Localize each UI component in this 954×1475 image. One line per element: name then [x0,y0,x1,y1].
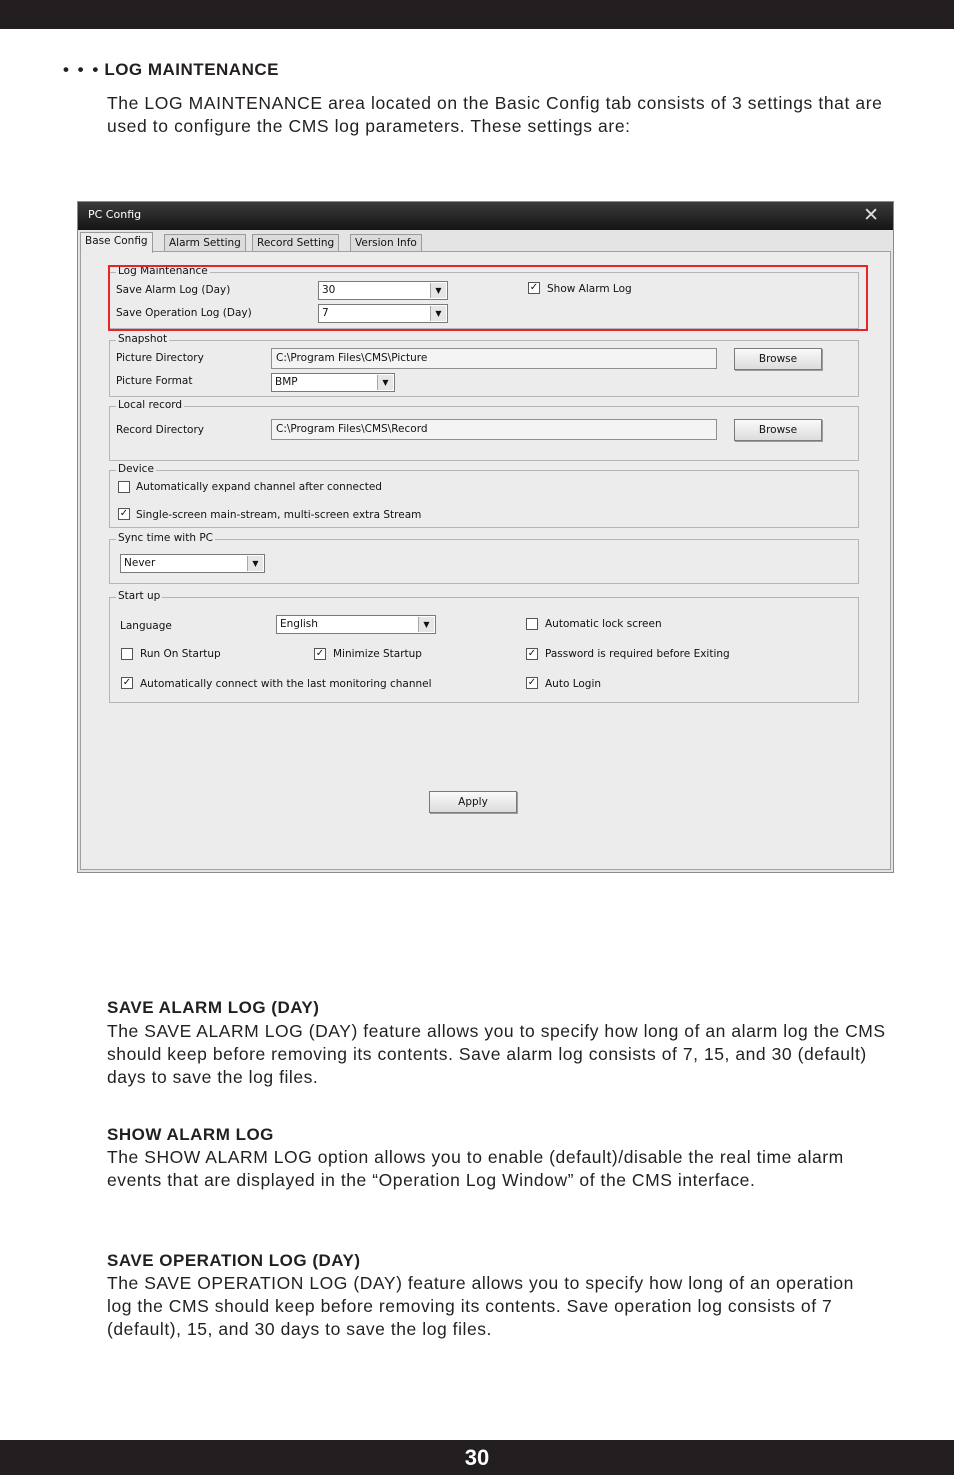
select-value: Never [124,557,156,569]
language-label: Language [120,620,172,632]
password-exit-checkbox[interactable]: ✓ [527,648,537,659]
run-on-startup-checkbox[interactable] [121,648,133,660]
auto-lock-checkbox[interactable] [526,618,538,630]
password-exit-label: Password is required before Exiting [545,648,730,660]
base-config-panel [80,251,891,870]
tab-base-config[interactable]: Base Config [80,232,153,253]
picture-format-label: Picture Format [116,375,193,387]
chevron-down-icon[interactable]: ▼ [247,556,263,571]
group-legend: Sync time with PC [118,532,213,544]
window-titlebar [78,202,893,230]
auto-login-label: Auto Login [545,678,602,690]
save-alarm-log-label: Save Alarm Log (Day) [116,284,231,296]
select-value: 30 [322,284,336,296]
select-value: 7 [322,307,329,319]
picture-directory-label: Picture Directory [116,352,204,364]
group-legend: Start up [118,590,161,602]
item-text: The SAVE ALARM LOG (DAY) feature allows you to specify how long of an alarm log the CMS should keep before removing its contents. Save alarm log consists of 7, 15, and 30 (default) days to save the log files. [107,1021,886,1087]
pc-config-window [77,201,894,873]
group-legend: Snapshot [118,333,168,345]
record-browse-button[interactable]: Browse [734,419,822,441]
save-operation-log-label: Save Operation Log (Day) [116,307,252,319]
group-legend: Log Maintenance [118,265,208,277]
item-heading: SAVE ALARM LOG (DAY) [107,998,320,1017]
highlight-box [108,265,868,331]
group-legend: Local record [118,399,183,411]
window-title: PC Config [88,208,142,221]
single-screen-checkbox[interactable]: ✓ [119,508,129,519]
intro-paragraph: The LOG MAINTENANCE area located on the Basic Config tab consists of 3 settings that are used to configure the CMS log parameters. These settings are: [107,93,883,136]
tab-version-info[interactable]: Version Info [350,234,422,252]
apply-button[interactable]: Apply [429,791,517,813]
close-icon[interactable]: ✕ [863,204,879,226]
chevron-down-icon[interactable]: ▼ [430,283,446,298]
picture-directory-field[interactable]: C:\Program Files\CMS\Picture [271,348,717,369]
item-text: The SAVE OPERATION LOG (DAY) feature allows you to specify how long of an operation log the CMS should keep before removing its contents. Save operation log consists of 7 (default), 15, and 30 days to save the log files. [107,1273,854,1339]
minimize-startup-checkbox[interactable]: ✓ [315,648,325,659]
single-screen-label: Single-screen main-stream, multi-screen extra Stream [136,509,422,521]
auto-expand-checkbox[interactable] [118,481,130,493]
item-heading: SAVE OPERATION LOG (DAY) [107,1251,361,1270]
chevron-down-icon[interactable]: ▼ [430,306,446,321]
group-legend: Device [118,463,154,475]
bullet-dots: • • • [63,60,101,79]
sync-time-select[interactable] [120,554,265,573]
item-text: The SHOW ALARM LOG option allows you to enable (default)/disable the real time alarm events that are displayed in the “Operation Log Window” of the CMS interface. [107,1147,844,1190]
auto-connect-label: Automatically connect with the last monitoring channel [140,678,432,690]
minimize-startup-label: Minimize Startup [333,648,422,660]
select-value: English [280,618,318,630]
tab-alarm-setting[interactable]: Alarm Setting [164,234,246,252]
language-select[interactable] [276,615,436,634]
select-value: BMP [275,376,298,388]
item-heading: SHOW ALARM LOG [107,1125,274,1144]
page-number: 30 [0,1440,954,1475]
auto-expand-label: Automatically expand channel after connected [136,481,382,493]
show-alarm-log-label: Show Alarm Log [547,283,632,295]
tab-record-setting[interactable]: Record Setting [252,234,339,252]
auto-login-checkbox[interactable]: ✓ [527,677,537,688]
top-bar [0,0,954,29]
record-directory-field[interactable]: C:\Program Files\CMS\Record [271,419,717,440]
auto-connect-checkbox[interactable]: ✓ [122,677,132,688]
run-on-startup-label: Run On Startup [140,648,221,660]
record-directory-label: Record Directory [116,424,205,436]
section-title [63,60,279,80]
picture-browse-button[interactable]: Browse [734,348,822,370]
auto-lock-label: Automatic lock screen [545,618,662,630]
picture-format-select[interactable] [271,373,395,392]
section-title-text: LOG MAINTENANCE [104,60,279,79]
chevron-down-icon[interactable]: ▼ [418,617,434,632]
chevron-down-icon[interactable]: ▼ [377,375,393,390]
show-alarm-log-checkbox[interactable]: ✓ [529,282,539,293]
